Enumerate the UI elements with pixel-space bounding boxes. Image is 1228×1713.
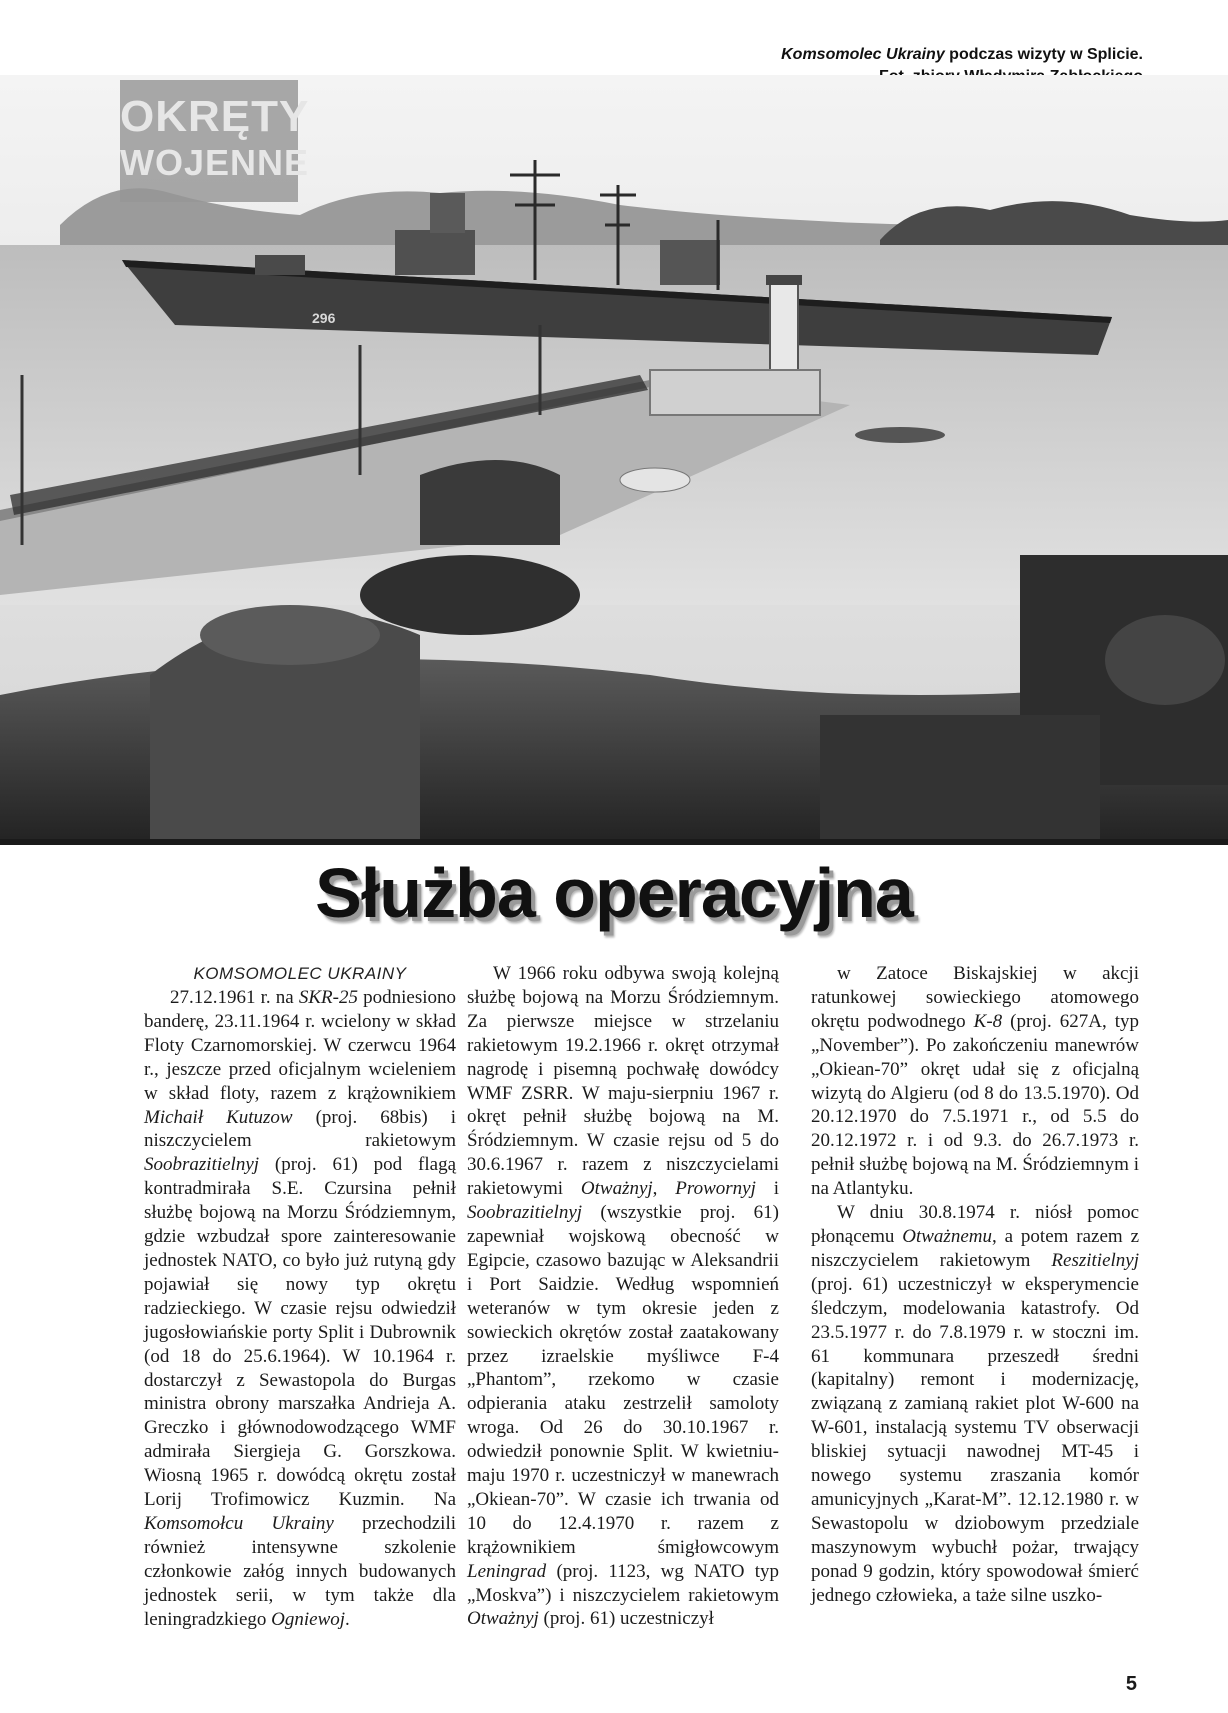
article-headline: Służba operacyjna (315, 854, 913, 932)
page-number: 5 (1125, 1673, 1137, 1695)
column-3-body (811, 962, 1139, 1607)
logo-line-2: WOJENNE (120, 142, 310, 183)
text-column-3 (811, 962, 1139, 1607)
caption-line-1-rest: podczas wizyty w Splicie. (944, 46, 1143, 63)
text-column-2 (467, 962, 779, 1631)
logo-line-1: OKRĘTY (120, 92, 310, 141)
paragraph: W dniu 30.8.1974 r. niósł pomoc płonącemu Otważnemu, a potem razem z niszczycielem rakietowym Reszitielnyj (proj. 61) uczestniczył w eksperymencie śledczym, modelowania katastrofy. Od 23.5.1977 r. do 7.8.1979 r. w stoczni im. 61 kommunara przeszedł średni (kapitalny) remont i modernizację, związaną z zamianą rakiet plot W-600 na W-601, instalacją systemu TV obserwacji bliskiej sytuacji nawodnej MT-45 i nowego systemu zraszania komór amunicyjnych „Karat-M”. 12.12.1980 r. w Sewastopolu w dziobowym przedziale maszynowym wybuchł pożar, trwający ponad 9 godzin, który spowodował śmierć jednego człowieka, a taże silne uszko- (811, 1202, 1140, 1606)
paragraph: w Zatoce Biskajskiej w akcji ratunkowej sowieckiego atomowego okrętu podwodnego K-8 (proj. 627A, typ „November”). Po zakończeniu manewrów „Okiean-70” okręt udał się z oficjalną wizytą do Algieru (od 8 do 13.5.1970). Od 20.12.1970 do 7.5.1971 r., od 5.5 do 20.12.1972 r. i od 9.3. do 26.7.1973 r. pełnił służbę bojową na M. Śródziemnym i na Atlantyku. (811, 963, 1139, 1200)
hull-number: 296 (312, 310, 336, 326)
column-1-body (144, 986, 456, 1631)
paragraph: 27.12.1961 r. na SKR-25 podniesiono banderę, 23.11.1964 r. wcielony w skład Floty Czarnomorskiej. W czerwcu 1964 r., jeszcze przed oficjalnym wcieleniem w skład floty, razem z krążownikiem Michaił Kutuzow (proj. 68bis) i niszczycielem rakietowym Soobrazitielnyj (proj. 61) pod flagą kontradmirała S.E. Czursina pełnił służbę bojową na Morzu Śródziemnym, gdzie wzbudzał spore zainteresowanie jednostek NATO, co było już rutyną gdy pojawiał się nowy typ okrętu radzieckiego. W czasie rejsu odwiedził jugosłowiańskie porty Split i Dubrownik (od 18 do 25.6.1964). W 10.1964 r. dostarczył z Sewastopola do Burgas ministra obrony marszałka Andrieja A. Greczko i głównodowodzącego WMF admirała Siergieja G. Gorszkowa. Wiosną 1965 r. dowódcą okrętu został Lorij Trofimowicz Kuzmin. Na Komsomołcu Ukrainy przechodzili również intensywne szkolenie członkowie załóg innych budowanych jednostek serii, w tym także dla leningradzkiego Ogniewoj. (144, 987, 457, 1630)
magazine-logo (120, 80, 310, 202)
section-heading: KOMSOMOLEC UKRAINY (193, 964, 407, 983)
column-2-body (467, 962, 779, 1631)
text-column-1 (144, 962, 456, 1631)
paragraph: W 1966 roku odbywa swoją kolejną służbę bojową na Morzu Śródziemnym. Za pierwsze miejsce w strzelaniu rakietowym 19.2.1966 r. okręt otrzymał nagrodę i pisemną pochwałę dowódcy WMF ZSRR. W maju-sierpniu 1967 r. okręt pełnił służbę bojową na M. Śródziemnym. W czasie rejsu od 5 do 30.6.1967 r. razem z niszczycielami rakietowymi Otważnyj, Prowornyj i Soobrazitielnyj (wszystkie proj. 61) zapewniał wojskową obecność w Egipcie, czasowo bazując w Aleksandrii i Port Saidzie. Według wspomnień weteranów w tym okresie jeden z sowieckich okrętów został zaatakowany przez izraelskie myśliwce F-4 „Phantom”, rzekomo w czasie odpierania ataku zestrzelił samoloty wroga. Od 26 do 30.10.1967 r. odwiedził ponownie Split. W kwietniu-maju 1970 r. uczestniczył w manewrach „Okiean-70”. W czasie ich trwania od 10 do 12.4.1970 r. razem z krążownikiem śmigłowcowym Leningrad (proj. 1123, wg NATO typ „Moskva”) i niszczycielem rakietowym Otważnyj (proj. 61) uczestniczył (467, 963, 779, 1630)
caption-line-1 (781, 44, 1143, 66)
caption-ship-name: Komsomolec Ukrainy (781, 46, 945, 63)
